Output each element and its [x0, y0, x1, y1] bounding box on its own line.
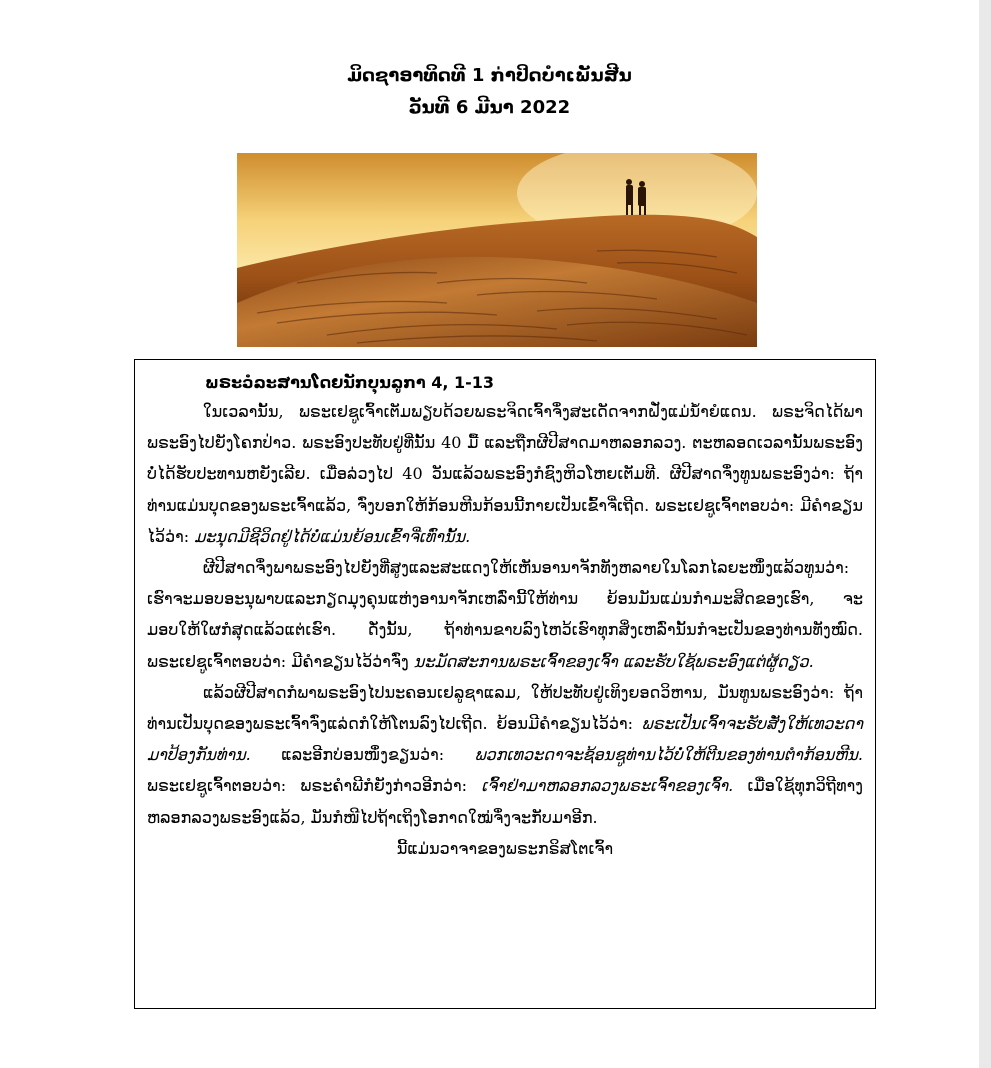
- reading-paragraph-1: [147, 396, 863, 552]
- scripture-quote: ມະນຸດມີຊີວິດຢູ່ໄດ້ບໍ່ແມ່ນຍ້ອນເຂົ້າຈີ່ເທົ່ານັ້ນ.: [194, 526, 471, 546]
- scripture-quote: ພວກເທວະດາຈະຊ້ອນຊູທ່ານໄວ້ບໍ່ໃຫ້ຕີນຂອງທ່ານຕໍາກ້ອນຫີນ.: [474, 745, 863, 765]
- paragraph-text: ແລະອີກບ່ອນໜຶ່ງຂຽນວ່າ:: [250, 745, 475, 765]
- reading-title: ພຣະວໍລະສານໂດຍນັກບຸນລູກາ 4, 1-13: [205, 373, 495, 392]
- scripture-quote: ນະມັດສະການພຣະເຈົ້າຂອງເຈົ້າ ແລະຮັບໃຊ້ພຣະອົງແຕ່ຜູ້ດຽວ.: [413, 651, 814, 671]
- paragraph-text: ເມື່ອໃຊ້ທຸກວິຖີທາງຫລອກລວງພຣະອົງແລ້ວ, ມັນກໍໜີໄປຖ້າເຖິງໂອກາດໃໝ່ຈຶ່ງຈະກັບມາອີກ.: [147, 776, 863, 827]
- reading-paragraph-3: [147, 677, 863, 833]
- page-title: ມິດຊາອາທິດທີ 1 ກ່າປິດບໍາເພັນສີນ: [347, 65, 632, 86]
- reading-closing: ນີ້ແມ່ນວາຈາຂອງພຣະກຣິສໂຕເຈົ້າ: [396, 838, 614, 858]
- gospel-reading-box: [134, 359, 876, 1009]
- scripture-quote: ພຣະເປັນເຈົ້າຈະຮັບສັ່ງໃຫ້ເທວະດາມາປ້ອງກັນທ່ານ.: [147, 714, 863, 765]
- scripture-quote: ເຈົ້າຢ່າມາຫລອກລວງພຣະເຈົ້າຂອງເຈົ້າ.: [481, 776, 734, 796]
- paragraph-text: ແລ້ວຜີປີສາດກໍພາພຣະອົງໄປນະຄອນເຢລູຊາແລມ, ໃຫ້ປະທັບຢູ່ເທິງຍອດວິຫານ, ມັນທູນພຣະອົງວ່າ: ຖ້າທ່ານເປັນບຸດຂອງພຣະເຈົ້າຈົ່ງແລ່ດກໍໃຫ້ໂຕນລົງໄປເຖີດ. ຍ້ອນມີຄໍາຂຽນໄວ້ວ່າ:: [147, 682, 863, 734]
- paragraph-text: ໃນເວລານັ້ນ, ພຣະເຢຊູເຈົ້າເຕັມພຽບດ້ວຍພຣະຈິດເຈົ້າຈຶ່ງສະເດັດຈາກຝັ່ງແມ່ນໍ້າຍໍແດນ. ພຣະຈິດໄດ້ພາພຣະອົງໄປຍັງໂຄກປ່າວ. ພຣະອົງປະທັບຢູ່ທີ່ນັ້ນ 40 ມື້ ແລະຖືກຜີປີສາດມາຫລອກລວງ. ຕະຫລອດເວລານັ້ນພຣະອົງບໍ່ໄດ້ຮັບປະທານຫຍັງເລີຍ. ເມື່ອລ່ວງໄປ 40 ວັນແລ້ວພຣະອົງກໍຊົງຫິວໂຫຍເຕັມທີ. ຜີປີສາດຈຶ່ງທູນພຣະອົງວ່າ: ຖ້າທ່ານແມ່ນບຸດຂອງພຣະເຈົ້າແລ້ວ, ຈົ່ງບອກໃຫ້ກ້ອນຫີນກ້ອນນີ້ກາຍເປັນເຂົ້າຈີ່ເຖີດ. ພຣະເຢຊູເຈົ້າຕອບວ່າ: ມີຄໍາຂຽນໄວ້ວ່າ:: [147, 402, 863, 546]
- page-date: ວັນທີ 6 ມີນາ 2022: [408, 97, 571, 118]
- desert-photo: [237, 153, 757, 347]
- paragraph-text: ພຣະເຢຊູເຈົ້າຕອບວ່າ: ພຣະຄໍາພີກໍຍັງກ່າວອີກວ່າ:: [147, 776, 482, 796]
- window-gutter: [979, 0, 991, 1068]
- page-header: [0, 60, 979, 124]
- paragraph-text: ຜີປີສາດຈຶ່ງພາພຣະອົງໄປຍັງທີ່ສູງແລະສະແດງໃຫ້ເຫັນອານາຈັກທັງຫລາຍໃນໂລກໄລຍະໜຶ່ງແລ້ວທູນວ່າ: ເຮົາຈະມອບອະນຸພາບແລະກຽດມຸງຄຸນແຫ່ງອານາຈັກເຫລົ່ານີ້ໃຫ້ທ່ານ ຍ້ອນມັນແມ່ນກໍາມະສິດຂອງເຮົາ, ຈະມອບໃຫ້ໃຜກໍສຸດແລ້ວແຕ່ເຮົາ. ດັ່ງນັ້ນ, ຖ້າທ່ານຂາບລົງໄຫວ້ເຮົາທຸກສິ່ງເຫລົ່ານັ້ນກໍຈະເປັນຂອງທ່ານທັງໝົດ. ພຣະເຢຊູເຈົ້າຕອບວ່າ: ມີຄໍາຂຽນໄວ້ວ່າຈົ່ງ: [147, 558, 863, 671]
- reading-paragraph-2: [147, 552, 863, 677]
